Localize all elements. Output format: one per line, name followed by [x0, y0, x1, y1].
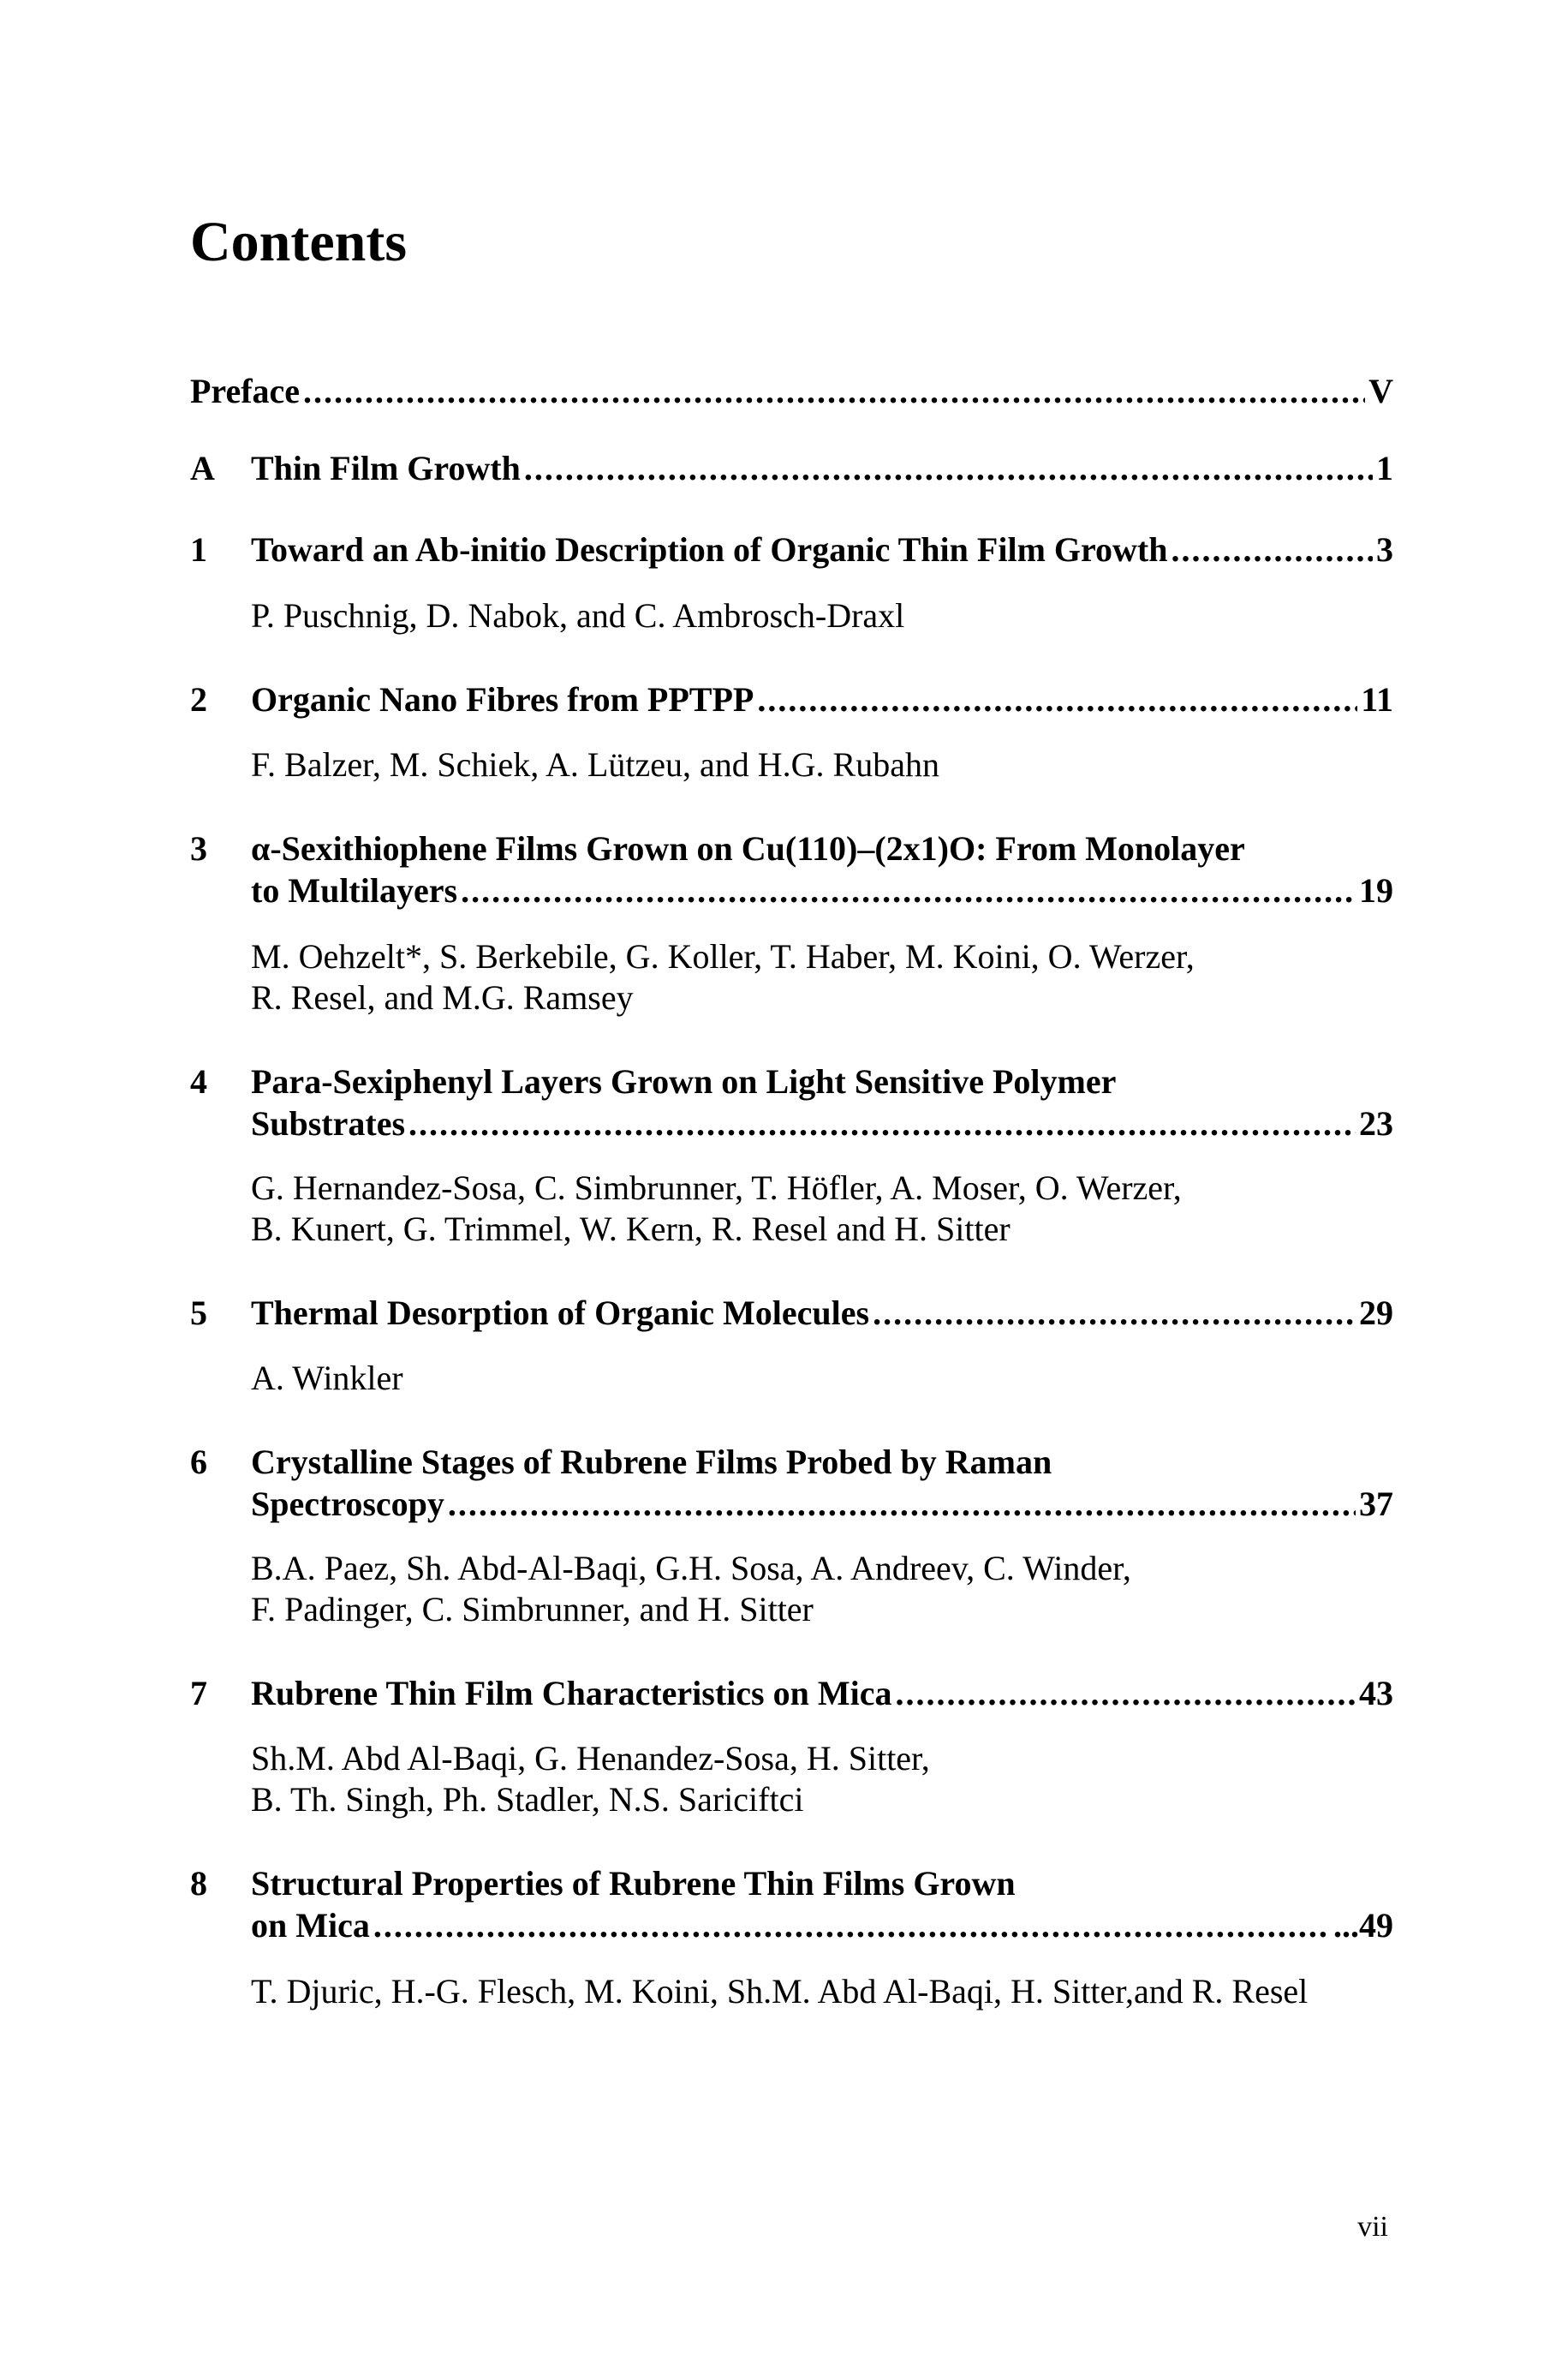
- entry-authors: Sh.M. Abd Al-Baqi, G. Henandez-Sosa, H. Sitter,: [251, 1739, 930, 1778]
- entry-number: 7: [190, 1674, 207, 1712]
- entry-title-line-1[interactable]: α-Sexithiophene Films Grown on Cu(110)–(2x1)O: From Monolayer: [251, 829, 1245, 868]
- toc-entry-5[interactable]: [190, 1292, 1393, 1335]
- toc-entry-3[interactable]: [251, 869, 1393, 912]
- entry-authors: F. Padinger, C. Simbrunner, and H. Sitter: [251, 1590, 814, 1628]
- entry-number: 3: [190, 829, 207, 868]
- entry-title-line-1[interactable]: Para-Sexiphenyl Layers Grown on Light Sensitive Polymer: [251, 1062, 1117, 1101]
- entry-number: A: [190, 449, 215, 487]
- entry-authors: R. Resel, and M.G. Ramsey: [251, 978, 634, 1017]
- entry-authors: P. Puschnig, D. Nabok, and C. Ambrosch-Draxl: [251, 596, 905, 635]
- toc-entry-part-a[interactable]: [190, 447, 1393, 490]
- entry-title: Thermal Desorption of Organic Molecules: [251, 1294, 870, 1332]
- entry-page: 37: [1359, 1485, 1393, 1523]
- toc-entry-1[interactable]: [190, 529, 1393, 571]
- entry-page: 43: [1359, 1674, 1393, 1712]
- entry-title-line-1[interactable]: Crystalline Stages of Rubrene Films Probed by Raman: [251, 1443, 1052, 1481]
- dot-leader: [461, 869, 1356, 912]
- toc-entry-6[interactable]: [251, 1483, 1393, 1526]
- entry-title-line-2: to Multilayers: [251, 871, 458, 910]
- entry-page: 29: [1359, 1294, 1393, 1332]
- entry-page: 1: [1376, 449, 1393, 487]
- dot-leader: [448, 1483, 1356, 1526]
- entry-number: 5: [190, 1294, 207, 1332]
- entry-title-line-1[interactable]: Structural Properties of Rubrene Thin Films Grown: [251, 1864, 1016, 1903]
- entry-authors: T. Djuric, H.-G. Flesch, M. Koini, Sh.M. Abd Al-Baqi, H. Sitter,and R. Resel: [251, 1972, 1309, 2011]
- dot-leader: [373, 1904, 1330, 1947]
- entry-page: 23: [1359, 1104, 1393, 1143]
- entry-number: 6: [190, 1443, 207, 1481]
- entry-authors: B.A. Paez, Sh. Abd-Al-Baqi, G.H. Sosa, A. Andreev, C. Winder,: [251, 1549, 1131, 1587]
- entry-number: 4: [190, 1062, 207, 1101]
- entry-page: V: [1368, 372, 1393, 410]
- dot-leader: [873, 1292, 1356, 1335]
- entry-number: 2: [190, 680, 207, 719]
- dot-leader: [895, 1672, 1356, 1715]
- entry-page: 3: [1376, 530, 1393, 569]
- entry-page: ...49: [1333, 1906, 1393, 1945]
- entry-authors: M. Oehzelt*, S. Berkebile, G. Koller, T. Haber, M. Koini, O. Werzer,: [251, 937, 1195, 976]
- entry-title-line-2: Substrates: [251, 1104, 406, 1143]
- entry-authors: G. Hernandez-Sosa, C. Simbrunner, T. Höfler, A. Moser, O. Werzer,: [251, 1168, 1182, 1207]
- entry-page: 19: [1359, 871, 1393, 910]
- entry-number: 1: [190, 530, 207, 569]
- entry-title: Thin Film Growth: [251, 449, 521, 487]
- toc-entry-2[interactable]: [190, 678, 1393, 721]
- dot-leader: [757, 678, 1357, 721]
- entry-authors: F. Balzer, M. Schiek, A. Lützeu, and H.G. Rubahn: [251, 745, 939, 784]
- page-number: vii: [1357, 2211, 1388, 2243]
- entry-title: Organic Nano Fibres from PPTPP: [251, 680, 754, 719]
- entry-authors: B. Th. Singh, Ph. Stadler, N.S. Sariciftci: [251, 1780, 804, 1819]
- dot-leader: [408, 1102, 1356, 1145]
- entry-title: Rubrene Thin Film Characteristics on Mica: [251, 1674, 892, 1712]
- toc-entry-preface[interactable]: [190, 370, 1393, 413]
- dot-leader: [303, 370, 1365, 413]
- page-title: Contents: [190, 211, 408, 273]
- toc-entry-4[interactable]: [251, 1102, 1393, 1145]
- entry-title: Toward an Ab-initio Description of Organic Thin Film Growth: [251, 530, 1168, 569]
- entry-authors: A. Winkler: [251, 1359, 403, 1397]
- toc-entry-8[interactable]: [251, 1904, 1393, 1947]
- entry-number: 8: [190, 1864, 207, 1903]
- entry-title-line-2: on Mica: [251, 1906, 370, 1945]
- entry-authors: B. Kunert, G. Trimmel, W. Kern, R. Resel and H. Sitter: [251, 1210, 1011, 1248]
- entry-title: Preface: [190, 372, 301, 410]
- dot-leader: [524, 447, 1373, 490]
- entry-page: 11: [1361, 680, 1393, 719]
- entry-title-line-2: Spectroscopy: [251, 1485, 444, 1523]
- toc-entry-7[interactable]: [190, 1672, 1393, 1715]
- dot-leader: [1172, 529, 1374, 571]
